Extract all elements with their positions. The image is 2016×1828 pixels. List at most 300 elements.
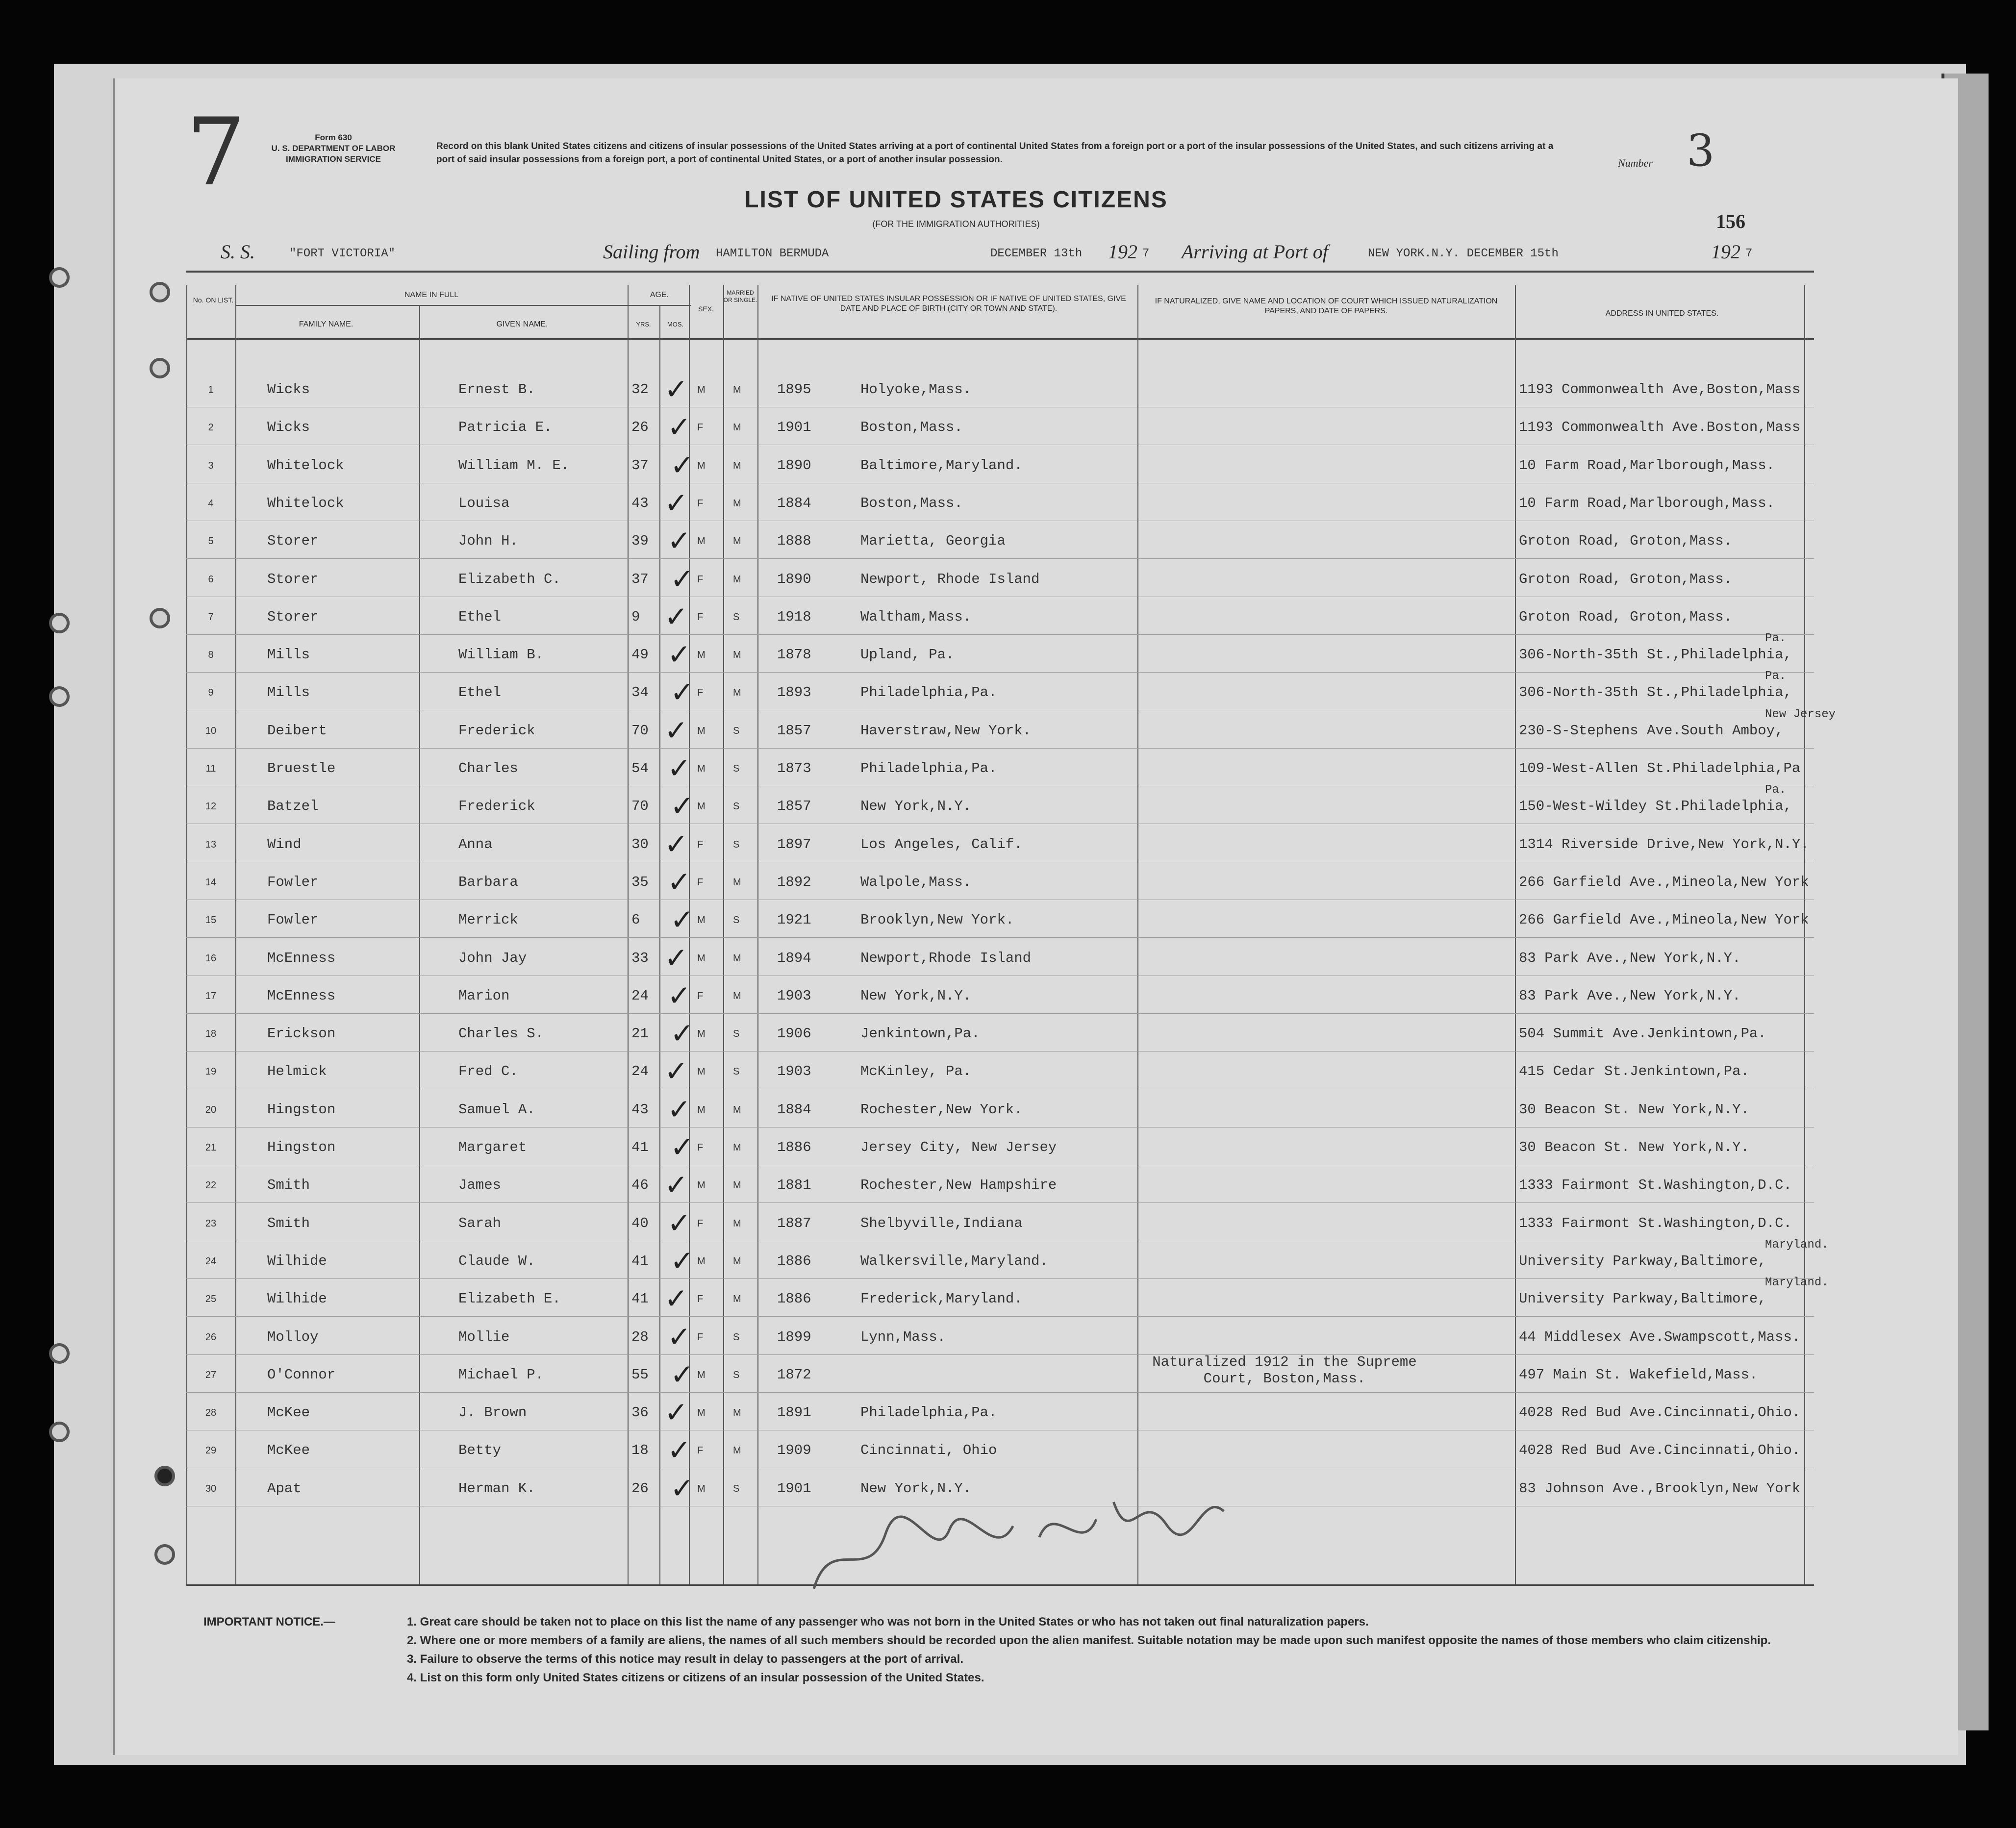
inspection-check-icon: ✓ [667, 524, 691, 558]
us-address: 306-North-35th St.,Philadelphia, [1519, 684, 1792, 701]
us-address: University Parkway,Baltimore, [1519, 1252, 1766, 1269]
sex: M [697, 1028, 706, 1040]
inspection-check-icon: ✓ [670, 448, 694, 482]
notice-item: 1. Great care should be taken not to place on this list the name of any passenger who was not born in the United States or who has not taken out final naturalization papers. [407, 1615, 1369, 1628]
row-rule [186, 937, 1814, 938]
table-row [186, 410, 1814, 448]
family-name: Wicks [267, 381, 310, 398]
table-row [186, 524, 1814, 562]
birth-year: 1857 [777, 722, 811, 739]
sex: M [697, 1104, 706, 1115]
birth-place: Rochester,New York. [860, 1101, 1023, 1118]
inspection-check-icon: ✓ [670, 676, 694, 709]
birth-place: Los Angeles, Calif. [860, 836, 1023, 852]
punch-hole [150, 608, 170, 628]
birth-place: Newport, Rhode Island [860, 571, 1040, 587]
row-number: 13 [205, 839, 217, 850]
handwritten-corner-number: 7 [186, 98, 246, 206]
table-row [186, 1433, 1814, 1471]
age-years: 39 [631, 533, 649, 550]
row-number: 27 [205, 1369, 217, 1380]
given-name: Anna [458, 836, 493, 852]
birth-place: Waltham,Mass. [860, 608, 972, 625]
birth-year: 1906 [777, 1026, 811, 1042]
birth-year: 1921 [777, 912, 811, 928]
sailing-label: Sailing from [603, 241, 700, 263]
row-number: 15 [205, 915, 217, 926]
marital-status: M [733, 536, 741, 547]
us-address: Groton Road, Groton,Mass. [1519, 608, 1733, 625]
given-name: Frederick [458, 722, 535, 739]
sex: F [697, 876, 704, 888]
sex: F [697, 1294, 704, 1305]
age-years: 70 [631, 798, 649, 815]
birth-year: 1884 [777, 1101, 811, 1118]
family-name: McKee [267, 1442, 310, 1459]
table-row [186, 1093, 1814, 1130]
birth-year: 1886 [777, 1291, 811, 1307]
given-name: Claude W. [458, 1252, 535, 1269]
birth-year: 1901 [777, 1480, 811, 1497]
us-address: 30 Beacon St. New York,N.Y. [1519, 1139, 1749, 1155]
marital-status: S [733, 725, 740, 736]
punch-hole [49, 1343, 70, 1364]
given-name: Merrick [458, 912, 518, 928]
us-address: 4028 Red Bud Ave.Cincinnati,Ohio. [1519, 1442, 1801, 1459]
age-years: 43 [631, 1101, 649, 1118]
table-row [186, 1320, 1814, 1358]
given-name: Marion [458, 987, 510, 1004]
marital-status: M [733, 422, 741, 433]
family-name: Whitelock [267, 495, 344, 511]
birth-place: McKinley, Pa. [860, 1063, 972, 1080]
row-rule [186, 1354, 1814, 1355]
address-note: Maryland. [1765, 1238, 1829, 1252]
col-header-name: NAME IN FULL [404, 291, 459, 299]
table-row [186, 1054, 1814, 1092]
punch-hole [49, 613, 70, 633]
sailing-from: HAMILTON BERMUDA [716, 247, 829, 260]
us-address: 1333 Fairmont St.Washington,D.C. [1519, 1177, 1792, 1194]
age-years: 40 [631, 1215, 649, 1231]
family-name: McKee [267, 1404, 310, 1421]
row-number: 12 [205, 801, 217, 812]
table-row [186, 903, 1814, 941]
given-name: Barbara [458, 874, 518, 890]
us-address: 109-West-Allen St.Philadelphia,Pa [1519, 760, 1801, 776]
table-row [186, 486, 1814, 524]
inspection-check-icon: ✓ [664, 1054, 688, 1088]
table-row [186, 1238, 1829, 1282]
birth-place: Marietta, Georgia [860, 533, 1006, 550]
col-header-age: AGE. [650, 291, 669, 299]
table-row [186, 707, 1836, 751]
notice-label: IMPORTANT NOTICE.— [203, 1615, 335, 1628]
col-header-sex: SEX. [698, 305, 714, 313]
age-years: 26 [631, 419, 649, 436]
inspection-check-icon: ✓ [670, 1471, 694, 1505]
marital-status: M [733, 1255, 741, 1267]
family-name: Smith [267, 1215, 310, 1231]
birth-place: Upland, Pa. [860, 647, 955, 663]
birth-place: Philadelphia,Pa. [860, 760, 997, 776]
age-years: 21 [631, 1026, 649, 1042]
inspection-check-icon: ✓ [664, 600, 688, 633]
family-name: Mills [267, 684, 310, 701]
given-name: James [458, 1177, 502, 1194]
birth-year: 1888 [777, 533, 811, 550]
table-row [186, 1353, 1814, 1396]
sex: F [697, 1331, 704, 1343]
arrival-year: 192 [1711, 241, 1740, 263]
punch-hole [49, 686, 70, 707]
birth-place: Baltimore,Maryland. [860, 457, 1023, 474]
form-id-block [255, 132, 412, 165]
marital-status: S [733, 611, 740, 623]
inspection-check-icon: ✓ [664, 1168, 688, 1202]
col-header-yrs: YRS. [636, 321, 651, 328]
age-years: 37 [631, 571, 649, 587]
age-years: 54 [631, 760, 649, 776]
family-name: Wicks [267, 419, 310, 436]
row-rule [186, 1051, 1814, 1052]
row-number: 10 [205, 725, 217, 736]
table-row [186, 1168, 1814, 1206]
marital-status: S [733, 801, 740, 812]
given-name: Fred C. [458, 1063, 518, 1080]
birth-year: 1894 [777, 950, 811, 966]
given-name: Mollie [458, 1328, 510, 1345]
birth-place: Newport,Rhode Island [860, 950, 1032, 966]
birth-place: Cincinnati, Ohio [860, 1442, 997, 1459]
notice-item: 2. Where one or more members of a family are aliens, the names of all such members should be recorded upon the alien manifest. Suitable notation may be made upon such manifest opposite the names of those members who claim citizenship. [407, 1634, 1771, 1647]
us-address: 266 Garfield Ave.,Mineola,New York [1519, 912, 1809, 928]
row-rule [186, 634, 1814, 635]
row-rule [186, 1316, 1814, 1317]
marital-status: M [733, 1294, 741, 1305]
marital-status: M [733, 1142, 741, 1153]
row-number: 18 [205, 1028, 217, 1040]
age-years: 36 [631, 1404, 649, 1421]
row-number: 24 [205, 1255, 217, 1267]
birth-year: 1897 [777, 836, 811, 852]
sex: F [697, 1142, 704, 1153]
birth-year: 1881 [777, 1177, 811, 1194]
inspection-check-icon: ✓ [664, 827, 688, 861]
marital-status: S [733, 915, 740, 926]
birth-place: New York,N.Y. [860, 1480, 972, 1497]
family-name: McEnness [267, 987, 336, 1004]
marital-status: M [733, 1407, 741, 1419]
birth-place: Jersey City, New Jersey [860, 1139, 1057, 1155]
departure-year-digit: 7 [1142, 247, 1150, 260]
age-years: 41 [631, 1252, 649, 1269]
col-header-given: GIVEN NAME. [496, 320, 548, 328]
inspection-check-icon: ✓ [667, 978, 691, 1012]
birth-year: 1891 [777, 1404, 811, 1421]
row-rule [186, 1202, 1814, 1203]
age-years: 49 [631, 647, 649, 663]
family-name: Mills [267, 647, 310, 663]
row-number: 6 [208, 574, 214, 585]
sex: F [697, 574, 704, 585]
age-years: 41 [631, 1291, 649, 1307]
inspection-check-icon: ✓ [670, 1244, 694, 1277]
row-number: 21 [205, 1142, 217, 1153]
birth-year: 1901 [777, 419, 811, 436]
age-years: 43 [631, 495, 649, 511]
row-number: 25 [205, 1294, 217, 1305]
voyage-line [221, 240, 1780, 270]
marital-status: S [733, 763, 740, 774]
sex: M [697, 801, 706, 812]
sex: M [697, 384, 706, 395]
family-name: McEnness [267, 950, 336, 966]
notice-item: 3. Failure to observe the terms of this notice may result in delay to passengers at the port of arrival. [407, 1653, 963, 1666]
marital-status: S [733, 1331, 740, 1343]
sex: M [697, 1255, 706, 1267]
family-name: Helmick [267, 1063, 327, 1080]
age-years: 37 [631, 457, 649, 474]
row-number: 4 [208, 498, 214, 509]
marital-status: M [733, 460, 741, 471]
us-address: 497 Main St. Wakefield,Mass. [1519, 1366, 1758, 1383]
birth-place: Shelbyville,Indiana [860, 1215, 1023, 1231]
age-years: 46 [631, 1177, 649, 1194]
arrival-year-digit: 7 [1745, 247, 1753, 260]
row-number: 29 [205, 1445, 217, 1456]
age-years: 28 [631, 1328, 649, 1345]
page-subtitle: (FOR THE IMMIGRATION AUTHORITIES) [872, 219, 1040, 229]
us-address: 415 Cedar St.Jenkintown,Pa. [1519, 1063, 1749, 1080]
row-number: 9 [208, 687, 214, 699]
row-rule [186, 672, 1814, 673]
sex: F [697, 422, 704, 433]
birth-year: 1899 [777, 1328, 811, 1345]
row-number: 26 [205, 1331, 217, 1343]
birth-year: 1909 [777, 1442, 811, 1459]
marital-status: M [733, 1218, 741, 1229]
birth-year: 1903 [777, 1063, 811, 1080]
us-address: 10 Farm Road,Marlborough,Mass. [1519, 457, 1775, 474]
punch-hole [154, 1466, 175, 1486]
birth-place: Boston,Mass. [860, 495, 963, 511]
inspection-check-icon: ✓ [670, 789, 694, 823]
inspection-check-icon: ✓ [667, 751, 691, 785]
inspection-check-icon: ✓ [667, 638, 691, 672]
birth-year: 1918 [777, 608, 811, 625]
given-name: Charles [458, 760, 518, 776]
birth-year: 1857 [777, 798, 811, 815]
table-row [186, 1130, 1814, 1168]
inspection-check-icon: ✓ [664, 1396, 688, 1429]
departure-year: 192 [1108, 241, 1137, 263]
us-address: 83 Park Ave.,New York,N.Y. [1519, 950, 1741, 966]
col-header-marital: MARRIED OR SINGLE. [723, 289, 757, 303]
notice-item: 4. List on this form only United States citizens or citizens of an insular possession of the United States. [407, 1671, 984, 1684]
birth-place: Rochester,New Hampshire [860, 1177, 1057, 1194]
table-row [186, 865, 1814, 903]
us-address: 150-West-Wildey St.Philadelphia, [1519, 798, 1792, 815]
birth-place: Lynn,Mass. [860, 1328, 946, 1345]
sex: M [697, 460, 706, 471]
family-name: Hingston [267, 1101, 336, 1118]
table-row [186, 1276, 1829, 1320]
name-header-rule [235, 305, 628, 306]
family-name: Storer [267, 608, 319, 625]
table-row [186, 1017, 1814, 1054]
birth-place: Jenkintown,Pa. [860, 1026, 980, 1042]
us-address: Groton Road, Groton,Mass. [1519, 571, 1733, 587]
given-name: Ernest B. [458, 381, 535, 398]
birth-year: 1890 [777, 457, 811, 474]
marital-status: M [733, 498, 741, 509]
table-row [186, 600, 1814, 638]
row-number: 2 [208, 422, 214, 433]
row-rule [186, 1392, 1814, 1393]
birth-year: 1872 [777, 1366, 811, 1383]
family-name: Apat [267, 1480, 302, 1497]
sex: M [697, 1483, 706, 1494]
marital-status: M [733, 1104, 741, 1115]
inspection-check-icon: ✓ [667, 1206, 691, 1240]
row-number: 16 [205, 952, 217, 964]
us-address: 1314 Riverside Drive,New York,N.Y. [1519, 836, 1809, 852]
family-name: Fowler [267, 912, 319, 928]
row-rule [186, 1013, 1814, 1014]
punch-hole [154, 1544, 175, 1565]
row-number: 20 [205, 1104, 217, 1115]
sex: M [697, 915, 706, 926]
given-name: Patricia E. [458, 419, 553, 436]
us-address: 30 Beacon St. New York,N.Y. [1519, 1101, 1749, 1118]
sex: F [697, 687, 704, 699]
row-number: 19 [205, 1066, 217, 1077]
department-name: U. S. DEPARTMENT OF LABOR [271, 144, 396, 153]
row-number: 17 [205, 990, 217, 1002]
record-instructions: Record on this blank United States citizens and citizens of insular possessions of the United States arriving at a port of continental United States from a foreign port or a port of the insular possessions of the United States, and such citizens arriving at a port of said insular possessions from a foreign port, a port of continental United States, or a port of another insular possession. [436, 141, 1554, 165]
given-name: John Jay [458, 950, 527, 966]
address-note: Pa. [1765, 632, 1787, 646]
form-number: Form 630 [315, 133, 352, 142]
table-row [186, 827, 1814, 865]
birth-year: 1886 [777, 1139, 811, 1155]
marital-status: M [733, 1180, 741, 1191]
address-note: New Jersey [1765, 707, 1836, 721]
given-name: Samuel A. [458, 1101, 535, 1118]
row-rule [186, 748, 1814, 749]
sex: M [697, 1369, 706, 1380]
address-note: Pa. [1765, 783, 1787, 797]
table-row [186, 373, 1814, 410]
birth-year: 1890 [777, 571, 811, 587]
marital-status: M [733, 876, 741, 888]
birth-year: 1892 [777, 874, 811, 890]
inspection-check-icon: ✓ [670, 903, 694, 937]
inspection-check-icon: ✓ [664, 941, 688, 975]
table-row [186, 941, 1814, 979]
given-name: Herman K. [458, 1480, 535, 1497]
age-years: 9 [631, 608, 640, 625]
given-name: Ethel [458, 608, 502, 625]
row-number: 23 [205, 1218, 217, 1229]
table-row [186, 979, 1814, 1017]
ship-name: "FORT VICTORIA" [289, 247, 396, 260]
birth-place: Walpole,Mass. [860, 874, 972, 890]
service-name: IMMIGRATION SERVICE [286, 154, 381, 164]
col-header-no: No. ON LIST. [193, 296, 234, 304]
us-address: 4028 Red Bud Ave.Cincinnati,Ohio. [1519, 1404, 1801, 1421]
us-address: 1333 Fairmont St.Washington,D.C. [1519, 1215, 1792, 1231]
given-name: John H. [458, 533, 518, 550]
birth-place: Boston,Mass. [860, 419, 963, 436]
family-name: Deibert [267, 722, 327, 739]
row-number: 22 [205, 1180, 217, 1191]
inspection-check-icon: ✓ [664, 486, 688, 520]
marital-status: M [733, 990, 741, 1002]
us-address: 1193 Commonwealth Ave,Boston,Mass [1519, 381, 1801, 398]
birth-year: 1893 [777, 684, 811, 701]
marital-status: M [733, 650, 741, 661]
birth-year: 1903 [777, 987, 811, 1004]
age-years: 24 [631, 1063, 649, 1080]
family-name: Fowler [267, 874, 319, 890]
birth-place: Haverstraw,New York. [860, 722, 1032, 739]
inspection-check-icon: ✓ [664, 373, 688, 406]
col-header-address: ADDRESS IN UNITED STATES. [1605, 309, 1719, 318]
inspection-check-icon: ✓ [664, 1282, 688, 1316]
us-address: 504 Summit Ave.Jenkintown,Pa. [1519, 1026, 1766, 1042]
table-row [186, 783, 1814, 827]
row-number: 8 [208, 650, 214, 661]
given-name: J. Brown [458, 1404, 527, 1421]
col-header-birth: IF NATIVE OF UNITED STATES INSULAR POSSESSION OR IF NATIVE OF UNITED STATES, GIVE DATE AND PLACE OF BIRTH (CITY OR TOWN AND STATE). [771, 295, 1126, 313]
inspection-check-icon: ✓ [670, 1017, 694, 1051]
sex: F [697, 839, 704, 850]
us-address: 1193 Commonwealth Ave.Boston,Mass [1519, 419, 1801, 436]
birth-place: Frederick,Maryland. [860, 1291, 1023, 1307]
inspection-check-icon: ✓ [670, 1357, 694, 1391]
header-rule [186, 271, 1814, 273]
family-name: Bruestle [267, 760, 336, 776]
row-number: 7 [208, 611, 214, 623]
inspection-check-icon: ✓ [667, 865, 691, 899]
address-note: Pa. [1765, 670, 1787, 683]
row-number: 1 [208, 384, 214, 395]
sex: M [697, 536, 706, 547]
age-years: 41 [631, 1139, 649, 1155]
birth-place: Walkersville,Maryland. [860, 1252, 1048, 1269]
given-name: Louisa [458, 495, 510, 511]
family-name: Wilhide [267, 1252, 327, 1269]
family-name: Erickson [267, 1026, 336, 1042]
given-name: Elizabeth E. [458, 1291, 561, 1307]
birth-year: 1884 [777, 495, 811, 511]
given-name: Betty [458, 1442, 502, 1459]
age-years: 6 [631, 912, 640, 928]
marital-status: S [733, 1028, 740, 1040]
inspection-check-icon: ✓ [667, 1320, 691, 1353]
given-name: Michael P. [458, 1366, 544, 1383]
row-rule [186, 1278, 1814, 1279]
notice-items [407, 1613, 1819, 1687]
age-years: 35 [631, 874, 649, 890]
row-number: 30 [205, 1483, 217, 1494]
us-address: 306-North-35th St.,Philadelphia, [1519, 647, 1792, 663]
inspection-check-icon: ✓ [670, 562, 694, 596]
list-number: 3 [1687, 125, 1715, 176]
family-name: O'Connor [267, 1366, 336, 1383]
